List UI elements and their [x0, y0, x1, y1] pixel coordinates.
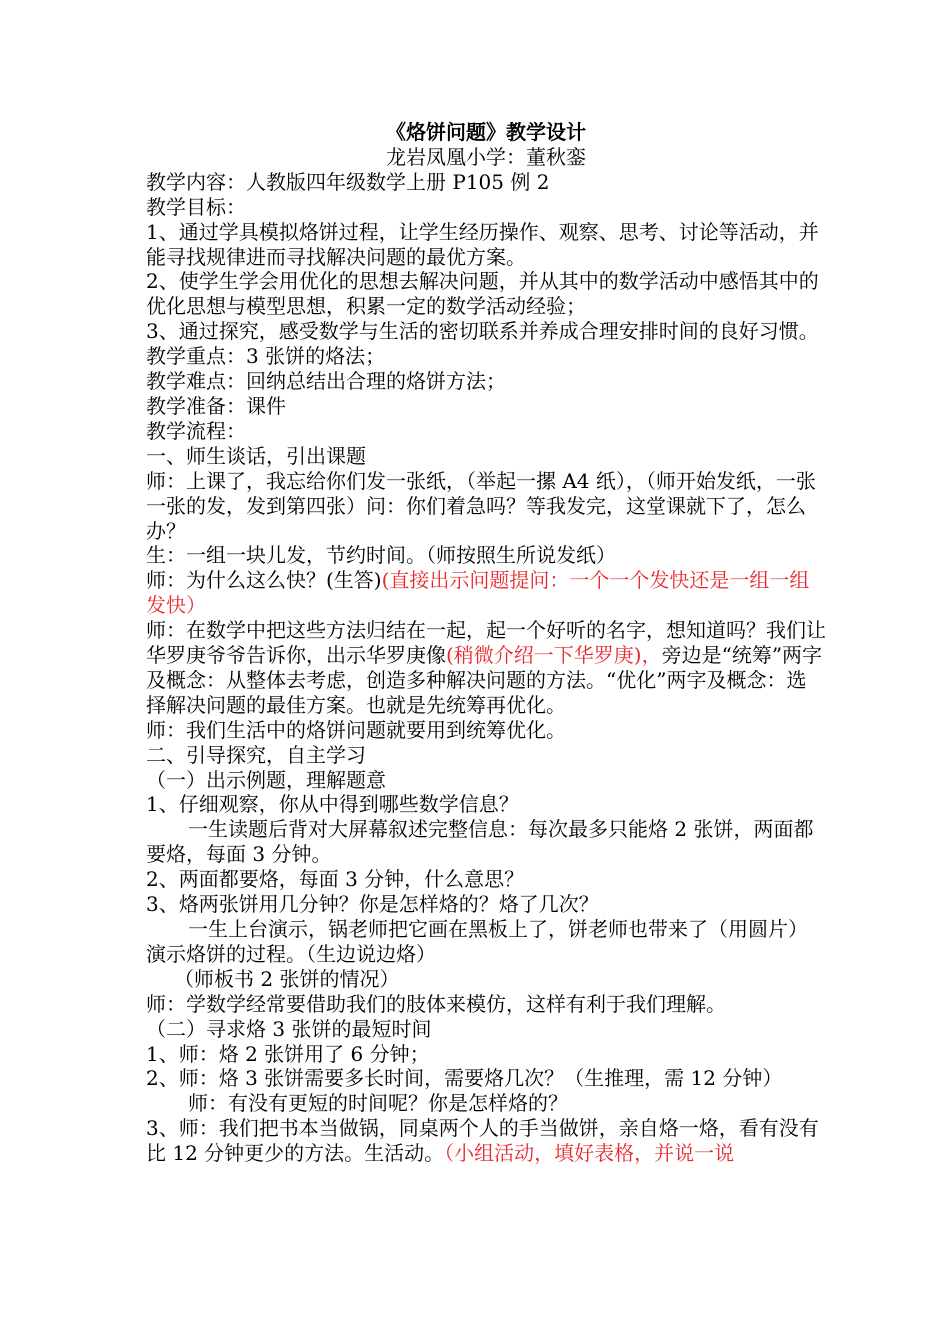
- question-3-board-note: （师板书 2 张饼的情况）: [174, 966, 400, 991]
- subsection-1-heading: （一）出示例题，理解题意: [146, 767, 386, 792]
- teacher-line-3-note: (稍微介绍一下华罗庚)，: [446, 643, 662, 668]
- section-2-heading: 二、引导探究，自主学习: [146, 742, 366, 767]
- preparation: 教学准备：课件: [146, 393, 286, 418]
- step-3-text: 3、师：我们把书本当做锅，同桌两个人的手当做饼，亲自烙一烙，看有没有比 12 分钟更少的方法。生活动。: [146, 1116, 819, 1166]
- step-3-note: （小组活动，填好表格，并说一说: [444, 1141, 735, 1166]
- goal-1: 1、通过学具模拟烙饼过程，让学生经历操作、观察、思考、讨论等活动，并能寻找规律进而寻找解决问题的最优方案。: [146, 219, 819, 269]
- subsection-2-heading: （二）寻求烙 3 张饼的最短时间: [146, 1016, 432, 1041]
- difficult-point: 教学难点：回纳总结出合理的烙饼方法；: [146, 369, 506, 394]
- step-2-followup: 师：有没有更短的时间呢？你是怎样烙的？: [188, 1091, 568, 1116]
- author-line: 龙岩凤凰小学：董秋銮: [386, 144, 586, 169]
- step-1: 1、师：烙 2 张饼用了 6 分钟；: [146, 1041, 430, 1066]
- key-point: 教学重点：3 张饼的烙法；: [146, 344, 386, 369]
- step-2: 2、师：烙 3 张饼需要多长时间，需要烙几次？（生推理，需 12 分钟）: [146, 1066, 783, 1091]
- question-1-answer: 一生读题后背对大屏幕叙述完整信息：每次最多只能烙 2 张饼，两面都要烙，每面 3 分钟。: [146, 817, 814, 867]
- student-line-1: 生：一组一块儿发，节约时间。（师按照生所说发纸）: [146, 543, 616, 568]
- goal-2: 2、使学生学会用优化的思想去解决问题，并从其中的数学活动中感悟其中的优化思想与模型思想，积累一定的数学活动经验；: [146, 269, 819, 319]
- teacher-line-4: 师：我们生活中的烙饼问题就要用到统筹优化。: [146, 717, 566, 742]
- question-3-demo: 一生上台演示，锅老师把它画在黑板上了，饼老师也带来了（用圆片）演示烙饼的过程。（生边说边烙）: [146, 917, 808, 966]
- goal-3: 3、通过探究，感受数学与生活的密切联系并养成合理安排时间的良好习惯。: [146, 319, 819, 344]
- teacher-line-2-text: 师：为什么这么快？(生答): [146, 568, 382, 593]
- question-2: 2、两面都要烙，每面 3 分钟，什么意思？: [146, 867, 525, 892]
- teacher-line-3-text: 师：在数学中把这些方法归结在一起，起一个好听的名字，想知道吗？我们让华罗庚爷爷告诉你，出示华罗庚像: [146, 618, 826, 668]
- teacher-line-3-rest: 旁边是“统筹”两字及概念：从整体去考虑，创造多种解决问题的方法。“优化”两字及概念：选择解决问题的最佳方案。也就是先统筹再优化。: [146, 643, 823, 717]
- teacher-line-2: [146, 568, 826, 618]
- document-title: 《烙饼问题》教学设计: [386, 120, 586, 144]
- step-3: [146, 1116, 826, 1166]
- document-page: [146, 120, 826, 1166]
- teacher-line-3: [146, 618, 826, 718]
- teacher-line-1: 师：上课了，我忘给你们发一张纸，（举起一摞 A4 纸），（师开始发纸，一张一张的发，发到第四张）问：你们着急吗？等我发完，这堂课就下了，怎么办？: [146, 468, 816, 543]
- teaching-content: 教学内容：人教版四年级数学上册 P105 例 2: [146, 169, 550, 194]
- flow-heading: 教学流程：: [146, 418, 246, 443]
- section-1-heading: 一、师生谈话，引出课题: [146, 443, 366, 468]
- question-1: 1、仔细观察，你从中得到哪些数学信息？: [146, 792, 519, 817]
- goals-heading: 教学目标：: [146, 194, 246, 219]
- question-3: 3、烙两张饼用几分钟？你是怎样烙的？烙了几次？: [146, 892, 599, 917]
- teacher-line-2-note: (直接出示问题提问：一个一个发快还是一组一组发快）: [146, 568, 810, 618]
- teacher-line-5: 师：学数学经常要借助我们的肢体来模仿，这样有利于我们理解。: [146, 991, 726, 1016]
